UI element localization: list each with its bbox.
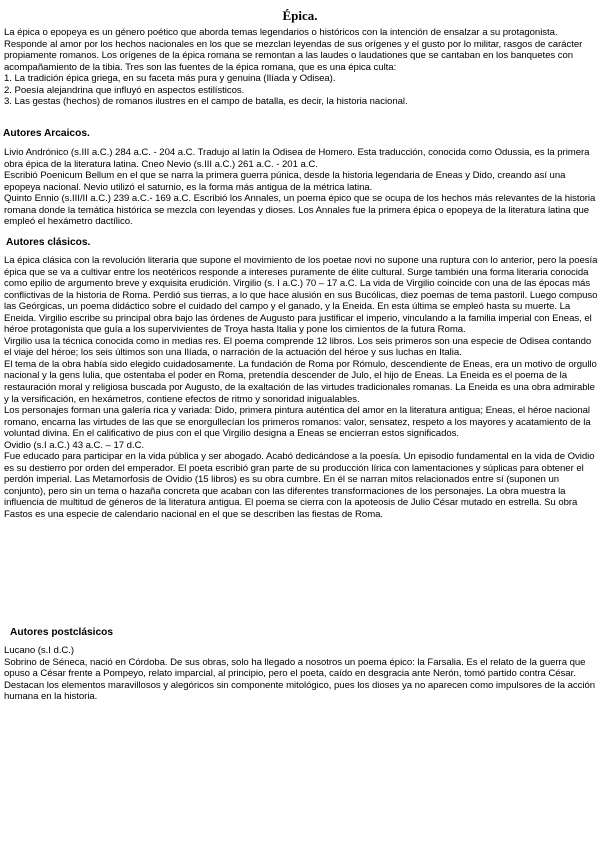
heading-autores-clasicos: Autores clásicos.	[6, 237, 91, 248]
intro-section	[4, 27, 598, 108]
heading-autores-postclasicos: Autores postclásicos	[10, 627, 114, 638]
paragraph-personajes: Los personajes forman una galería rica y variada: Dido, primera pintura auténtica del amor en la literatura antigua; Eneas, el héroe nacional romano, encarna las virtudes de las que se enorgullecían los primeros romanos: valor, sensatez, respeto a los mayores y acatamiento de la voluntad divina. En el calificativo de pius con el que Virgilio designa a Eneas se encierran estos significados.	[4, 405, 591, 440]
document-title: Épica.	[282, 8, 318, 23]
section-autores-postclasicos	[4, 645, 598, 703]
paragraph-lucano: Sobrino de Séneca, nació en Córdoba. De sus obras, solo ha llegado a nosotros un poema épico: la Farsalia. Es el relato de la guerra que opuso a César frente a Pompeyo, relato imparcial, al principio, pero el poeta, caído en desgracia ante Nerón, tomó partido contra César. Destacan los elementos maravillosos y alegóricos sin componente mitológico, pues los dioses ya no aparecen como impulsores de la acción humana en la historia.	[4, 656, 596, 703]
paragraph-virgilio: La épica clásica con la revolución literaria que supone el movimiento de los poetae novi no supone una ruptura con lo anterior, pero la poesía épica que se va a cultivar entre los neotéricos responde a intereses puramente de élite cultural. Surge también una forma literaria conocida como epilio de argumento breve y exquisita erudición. Virgilio (s. I a.C.) 70 – 17 a.C. La vida de Virgilio coincide con una de las épocas más conflictivas de la historia de Roma. Perdió sus tierras, a lo que hace alusión en sus Bucólicas, diez poemas de tema pastoril. Luego compuso las Geórgicas, un poema didáctico sobre el cuidado del campo y el ganado, y la Eneida. En esta última se empleó hasta su muerte. La Eneida. Virgilio escribe su principal obra bajo las órdenes de Augusto para justificar el imperio, vinculando a la familia imperial con Eneas, el héroe protagonista que guía a los supervivientes de Troya hasta Italia y pone los cimientos de la futura Roma.	[4, 255, 598, 336]
paragraph-ovidio-dates: Ovidio (s.I a.C.) 43 a.C. – 17 d.C.	[4, 439, 145, 451]
paragraph-lucano-dates: Lucano (s.I d.C.)	[4, 645, 75, 656]
source-list-item-3: 3. Las gestas (hechos) de romanos ilustres en el campo de batalla, es decir, la historia nacional.	[4, 96, 408, 108]
paragraph-livio-nevio: Livio Andrónico (s.III a.C.) 284 a.C. - 204 a.C. Tradujo al latín la Odisea de Homero. Esta traducción, conocida como Odussia, es la primera obra épica de la literatura latina. Cneo Nevio (s.III a.C.) 261 a.C. - 201 a.C.	[4, 147, 590, 170]
paragraph-in-medias-res: Virgilio usa la técnica conocida como in medias res. El poema comprende 12 libros. Los seis primeros son una especie de Odisea contando el viaje del héroe; los seis últimos son una Ilíada, o narración de la actuación del héroe y sus luchas en Italia.	[4, 335, 592, 359]
section-autores-clasicos	[4, 255, 598, 521]
section-autores-arcaicos	[4, 147, 598, 228]
paragraph-nevio: Escribió Poenicum Bellum en el que se narra la primera guerra púnica, desde la historia legendaria de Eneas y Dido, creando así una epopeya nacional. Nevio utilizó el saturnio, es la forma más antigua de la métrica latina.	[4, 170, 566, 193]
intro-paragraph: La épica o epopeya es un género poético que aborda temas legendarios o históricos con la intención de ensalzar a su protagonista. Responde al amor por los hechos nacionales en los que se mezclan leyendas de sus orígenes y el gusto por lo militar, rasgos de carácter propiamente romanos. Los orígenes de la épica romana se remontan a las laudes o laudationes que se cantaban en los banquetes con acompañamiento de la tibia. Tres son las fuentes de la épica romana, que es una épica culta:	[4, 27, 583, 73]
paragraph-tema-obra: El tema de la obra había sido elegido cuidadosamente. La fundación de Roma por Rómulo, descendiente de Eneas, era un motivo de orgullo nacional y la gens Iulia, que ostentaba el poder en Roma, pretendía descender de Julo, el hijo de Eneas. La Eneida es el poema de la restauración moral y religiosa buscada por Augusto, de la exaltación de las virtudes tradicionales romanas. La Eneida es una obra admirable y la versificación, en hexámetros, contiene efectos de ritmo y sonoridad inigualables.	[4, 358, 597, 405]
source-list-item-1: 1. La tradición épica griega, en su faceta más pura y genuina (Ilíada y Odisea).	[4, 73, 336, 85]
heading-autores-arcaicos: Autores Arcaicos.	[3, 128, 90, 139]
paragraph-ovidio: Fue educado para participar en la vida pública y ser abogado. Acabó dedicándose a la poesía. Un episodio fundamental en la vida de Ovidio es su destierro por orden del emperador. El poeta escribió gran parte de su producción lírica con lamentaciones y súplicas para obtener el perdón imperial. Las Metamorfosis de Ovidio (15 libros) es su obra cumbre. En él se narran mitos relacionados entre sí (suponen un conjunto), pero sin un tema o hazaña concreta que acaban con las diferentes transformaciones de los personajes. La obra muestra la influencia de multitud de géneros de la literatura antigua. El poema se cierra con la apoteosis de Julio César mutado en estrella. Su obra Fastos es una especie de calendario nacional en el que se describen las fiestas de Roma.	[4, 451, 595, 521]
paragraph-ennio: Quinto Ennio (s.III/II a.C.) 239 a.C.- 169 a.C. Escribió los Annales, un poema épico que se ocupa de los hechos más relevantes de la historia romana donde la temática histórica se mezcla con leyendas y dioses. Los Annales fue la primera épica o epopeya de la literatura latina que empleó el hexámetro dactílico.	[4, 193, 596, 228]
source-list-item-2: 2. Poesía alejandrina que influyó en aspectos estilísticos.	[4, 84, 245, 96]
